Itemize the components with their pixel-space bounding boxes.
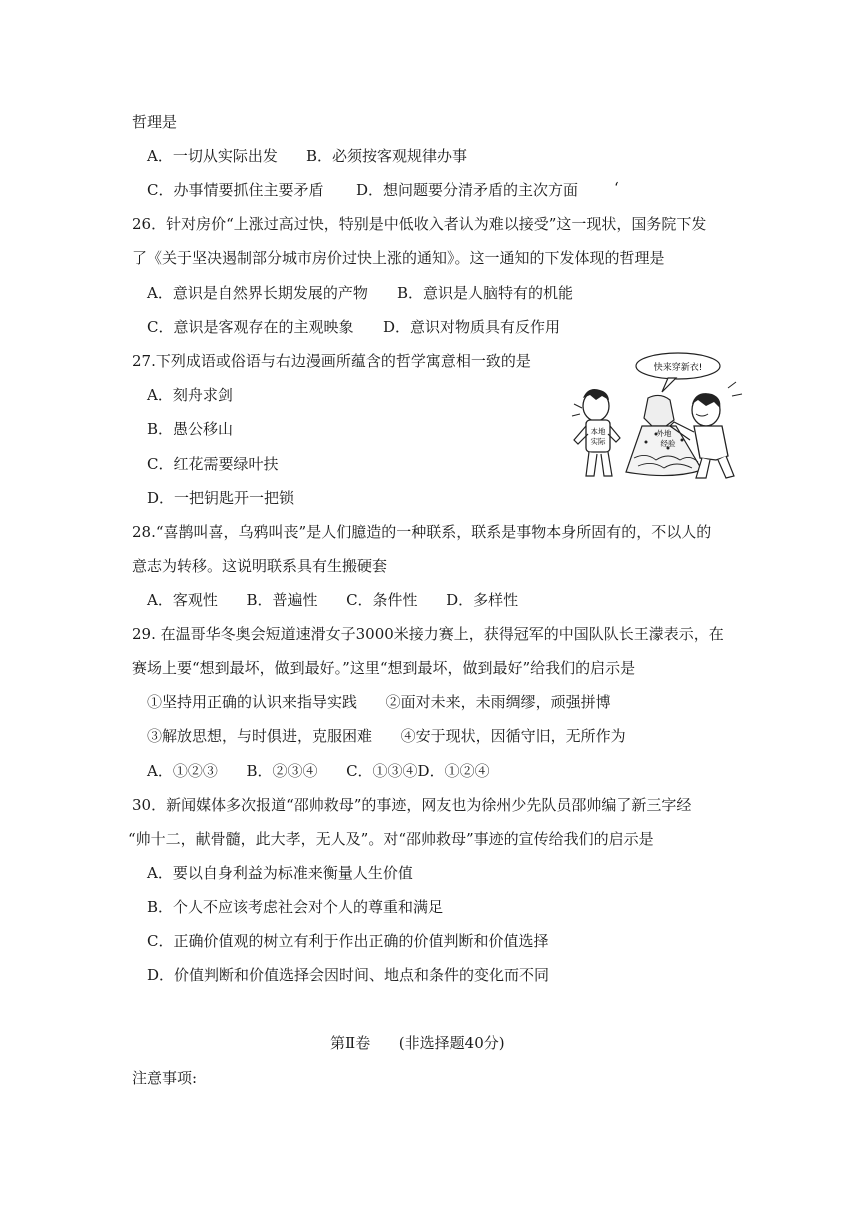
svg-text:经验: 经验 (660, 439, 676, 448)
q29-options: A．①②③ B．②③④ C．①③④D．①②④ (147, 762, 490, 780)
cartoon-speech-text: 快来穿新衣! (653, 363, 703, 373)
svg-text:本地: 本地 (590, 427, 606, 436)
part2-notice: 注意事项: (132, 1069, 198, 1087)
q25-option-c: C．办事情要抓住主要矛盾 (147, 181, 324, 199)
q26-stem-line2: 了《关于坚决遏制部分城市房价过快上涨的通知》。这一通知的下发体现的哲理是 (132, 249, 665, 267)
svg-text:外地: 外地 (656, 429, 672, 438)
q28-stem-line1: 28.“喜鹊叫喜，乌鸦叫丧”是人们臆造的一种联系，联系是事物本身所固有的，不以人的 (132, 523, 712, 541)
q27-option-a: A．刻舟求剑 (147, 386, 233, 404)
q27-option-d: D．一把钥匙开一把锁 (147, 489, 295, 507)
q26-option-d: D．意识对物质具有反作用 (383, 318, 561, 336)
q25-stem-tail: 哲理是 (132, 113, 178, 131)
q25-option-d: D．想问题要分清矛盾的主次方面 (356, 181, 579, 199)
q30-option-c: C．正确价值观的树立有利于作出正确的价值判断和价值选择 (147, 932, 549, 950)
q29-stem-line2: 赛场上要“想到最坏，做到最好。”这里“想到最坏，做到最好”给我们的启示是 (132, 659, 636, 677)
q29-stem-line1: 29. 在温哥华冬奥会短道速滑女子3000米接力赛上，获得冠军的中国队队长王濛表示，在 (132, 625, 724, 643)
q28-options: A．客观性 B．普遍性 C．条件性 D．多样性 (147, 591, 519, 609)
q26-option-b: B．意识是人脑特有的机能 (397, 284, 574, 302)
cartoon-dress (626, 395, 702, 475)
q26-option-c: C．意识是客观存在的主观映象 (147, 318, 354, 336)
q30-stem-line2: “帅十二，献骨髓，此大孝，无人及”。对“邵帅救母”事迹的宣传给我们的启示是 (128, 830, 654, 848)
q28-stem-line2: 意志为转移。这说明联系具有生搬硬套 (132, 557, 388, 575)
cartoon-illustration (556, 348, 746, 483)
q30-option-a: A．要以自身利益为标准来衡量人生价值 (147, 864, 413, 882)
stray-mark: ‘ (614, 179, 619, 197)
q29-items-3-4: ③解放思想，与时俱进，克服困难 ④安于现状，因循守旧，无所作为 (147, 727, 626, 745)
q27-stem: 27.下列成语或俗语与右边漫画所蕴含的哲学寓意相一致的是 (132, 352, 531, 370)
q30-option-b: B．个人不应该考虑社会对个人的尊重和满足 (147, 898, 444, 916)
part2-title: 第Ⅱ卷 (非选择题40分) (330, 1034, 505, 1052)
q30-option-d: D．价值判断和价值选择会因时间、地点和条件的变化而不同 (147, 966, 550, 984)
q26-stem-line1: 26．针对房价“上涨过高过快，特别是中低收入者认为难以接受”这一现状，国务院下发 (132, 215, 707, 233)
q30-stem-line1: 30．新闻媒体多次报道“邵帅救母”的事迹，网友也为徐州少先队员邵帅编了新三字经 (132, 796, 692, 814)
q27-option-b: B．愚公移山 (147, 420, 234, 438)
svg-text:实际: 实际 (590, 437, 606, 446)
q27-option-c: C．红花需要绿叶扶 (147, 455, 279, 473)
q29-items-1-2: ①坚持用正确的认识来指导实践 ②面对未来，未雨绸缪，顽强拼博 (147, 693, 611, 711)
q25-option-b: B．必须按客观规律办事 (306, 147, 468, 165)
q25-option-a: A．一切从实际出发 (147, 147, 278, 165)
q26-option-a: A．意识是自然界长期发展的产物 (147, 284, 368, 302)
cartoon-boy-figure (572, 389, 620, 476)
